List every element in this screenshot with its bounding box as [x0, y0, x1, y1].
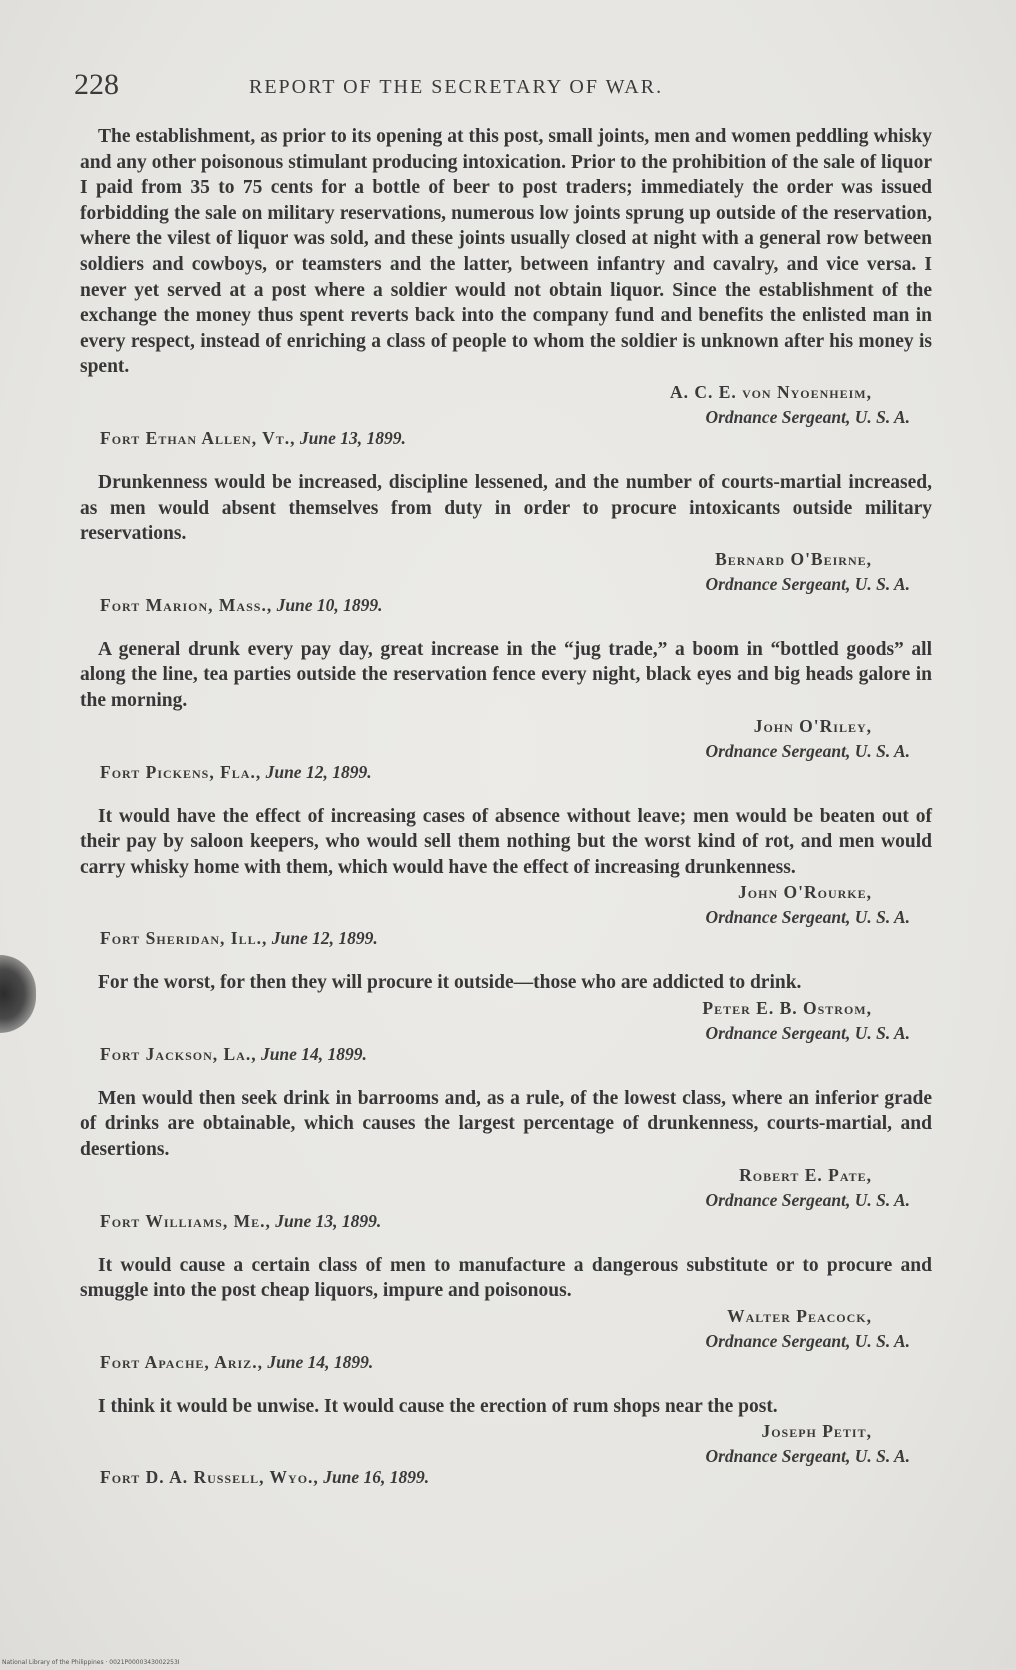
- testimony-text: It would have the effect of increasing cases of absence without leave; men would be beaten out of their pay by saloon keepers, who would sell them nothing but the worst kind of rot, and men would carry whisky home with them, which would have the effect of increasing drunkenness.: [80, 805, 932, 878]
- page-body: [80, 124, 932, 1509]
- place-name: Fort Jackson, La.,: [100, 1043, 257, 1064]
- testimony-text: For the worst, for then they will procure it outside—those who are addicted to drink.: [98, 972, 802, 994]
- place-date: June 12, 1899.: [265, 761, 372, 782]
- testimony-text: The establishment, as prior to its opening at this post, small joints, men and women peddling whisky and any other poisonous stimulant producing intoxication. Prior to the prohibition of the sale of liquor I paid from 35 to 75 cents for a bottle of beer to post traders; immediately the order was issued forbidding the sale on military reservations, numerous low joints sprung up outside of the reservation, where the vilest of liquor was sold, and these joints usually closed at night with a general row between soldiers and cowboys, or teamsters and the latter, between infantry and cavalry, and vice versa. I never yet served at a post where a soldier would not obtain liquor. Since the establishment of the exchange the money thus spent reverts back into the company fund and benefits the enlisted man in every respect, instead of enriching a class of people to whom the soldier is unknown after his money is spent.: [80, 126, 932, 378]
- testimony-entry: [80, 1086, 932, 1233]
- signatory-title: Ordnance Sergeant, U. S. A.: [705, 1330, 910, 1351]
- testimony-text: Men would then seek drink in barrooms and, as a rule, of the lowest class, where an inferior grade of drinks are obtainable, which causes the largest percentage of drunkenness, courts-martial, and desertions.: [80, 1087, 932, 1161]
- testimony-entry: [80, 804, 932, 951]
- place-name: Fort Marion, Mass.,: [100, 594, 273, 615]
- place-date-line: [80, 1465, 932, 1489]
- signatory-name: Joseph Petit,: [761, 1421, 872, 1442]
- signatory-name: John O'Rourke,: [738, 882, 872, 903]
- signature-block: [80, 547, 932, 597]
- signatory-title: Ordnance Sergeant, U. S. A.: [705, 907, 910, 928]
- testimony-text: Drunkenness would be increased, discipline lessened, and the number of courts-martial increased, as men would absent themselves from duty in order to procure intoxicants outside military reservations.: [80, 471, 932, 545]
- testimony-text: It would cause a certain class of men to manufacture a dangerous substitute or to procure and smuggle into the post cheap liquors, impure and poisonous.: [80, 1254, 932, 1302]
- page-number: 228: [74, 68, 119, 101]
- signature-block: [80, 996, 932, 1046]
- place-date: June 10, 1899.: [276, 594, 383, 615]
- signatory-name: Robert E. Pate,: [739, 1164, 872, 1185]
- signatory-title: Ordnance Sergeant, U. S. A.: [705, 573, 910, 594]
- signatory-name: Peter E. B. Ostrom,: [702, 997, 872, 1018]
- testimony-text: I think it would be unwise. It would cause the erection of rum shops near the post.: [98, 1395, 778, 1417]
- page-header: [74, 68, 944, 108]
- signatory-name: Bernard O'Beirne,: [715, 548, 872, 569]
- running-head: REPORT OF THE SECRETARY OF WAR.: [249, 76, 664, 98]
- testimony-entry: [80, 1394, 932, 1490]
- place-date: June 13, 1899.: [275, 1210, 382, 1231]
- thumb-shadow: [0, 955, 36, 1033]
- place-date: June 14, 1899.: [260, 1043, 367, 1064]
- place-name: Fort Sheridan, Ill.,: [100, 928, 268, 949]
- place-date: June 16, 1899.: [323, 1467, 430, 1488]
- place-date: June 12, 1899.: [271, 928, 378, 949]
- testimony-entry: [80, 470, 932, 617]
- signatory-title: Ordnance Sergeant, U. S. A.: [705, 406, 910, 427]
- signature-block: [80, 380, 932, 430]
- signatory-name: Walter Peacock,: [727, 1305, 872, 1326]
- testimony-entry: [80, 970, 932, 1066]
- signatory-title: Ordnance Sergeant, U. S. A.: [705, 1189, 910, 1210]
- place-name: Fort Ethan Allen, Vt.,: [100, 427, 296, 448]
- signatory-name: John O'Riley,: [753, 715, 872, 736]
- signature-block: [80, 1163, 932, 1213]
- place-name: Fort Williams, Me.,: [100, 1210, 271, 1231]
- signatory-name: A. C. E. von Nyoenheim,: [669, 381, 872, 402]
- testimony-entry: [80, 637, 932, 784]
- place-name: Fort D. A. Russell, Wyo.,: [100, 1467, 319, 1488]
- signatory-title: Ordnance Sergeant, U. S. A.: [705, 1446, 910, 1467]
- scan-credit: National Library of the Philippines · 0021P0000343002253I: [2, 1659, 180, 1666]
- place-name: Fort Apache, Ariz.,: [100, 1351, 263, 1372]
- signature-block: [80, 714, 932, 764]
- signature-block: [80, 880, 932, 930]
- signatory-title: Ordnance Sergeant, U. S. A.: [705, 740, 910, 761]
- place-date: June 14, 1899.: [267, 1351, 374, 1372]
- signature-block: [80, 1304, 932, 1354]
- testimony-entry: [80, 1253, 932, 1374]
- testimony-entry: [80, 124, 932, 450]
- testimony-text: A general drunk every pay day, great increase in the “jug trade,” a boom in “bottled goods” all along the line, tea parties outside the reservation fence every night, black eyes and big heads galore in the morning.: [80, 638, 932, 711]
- signature-block: [80, 1419, 932, 1469]
- place-name: Fort Pickens, Fla.,: [100, 761, 262, 782]
- place-date: June 13, 1899.: [299, 427, 406, 448]
- signatory-title: Ordnance Sergeant, U. S. A.: [705, 1022, 910, 1043]
